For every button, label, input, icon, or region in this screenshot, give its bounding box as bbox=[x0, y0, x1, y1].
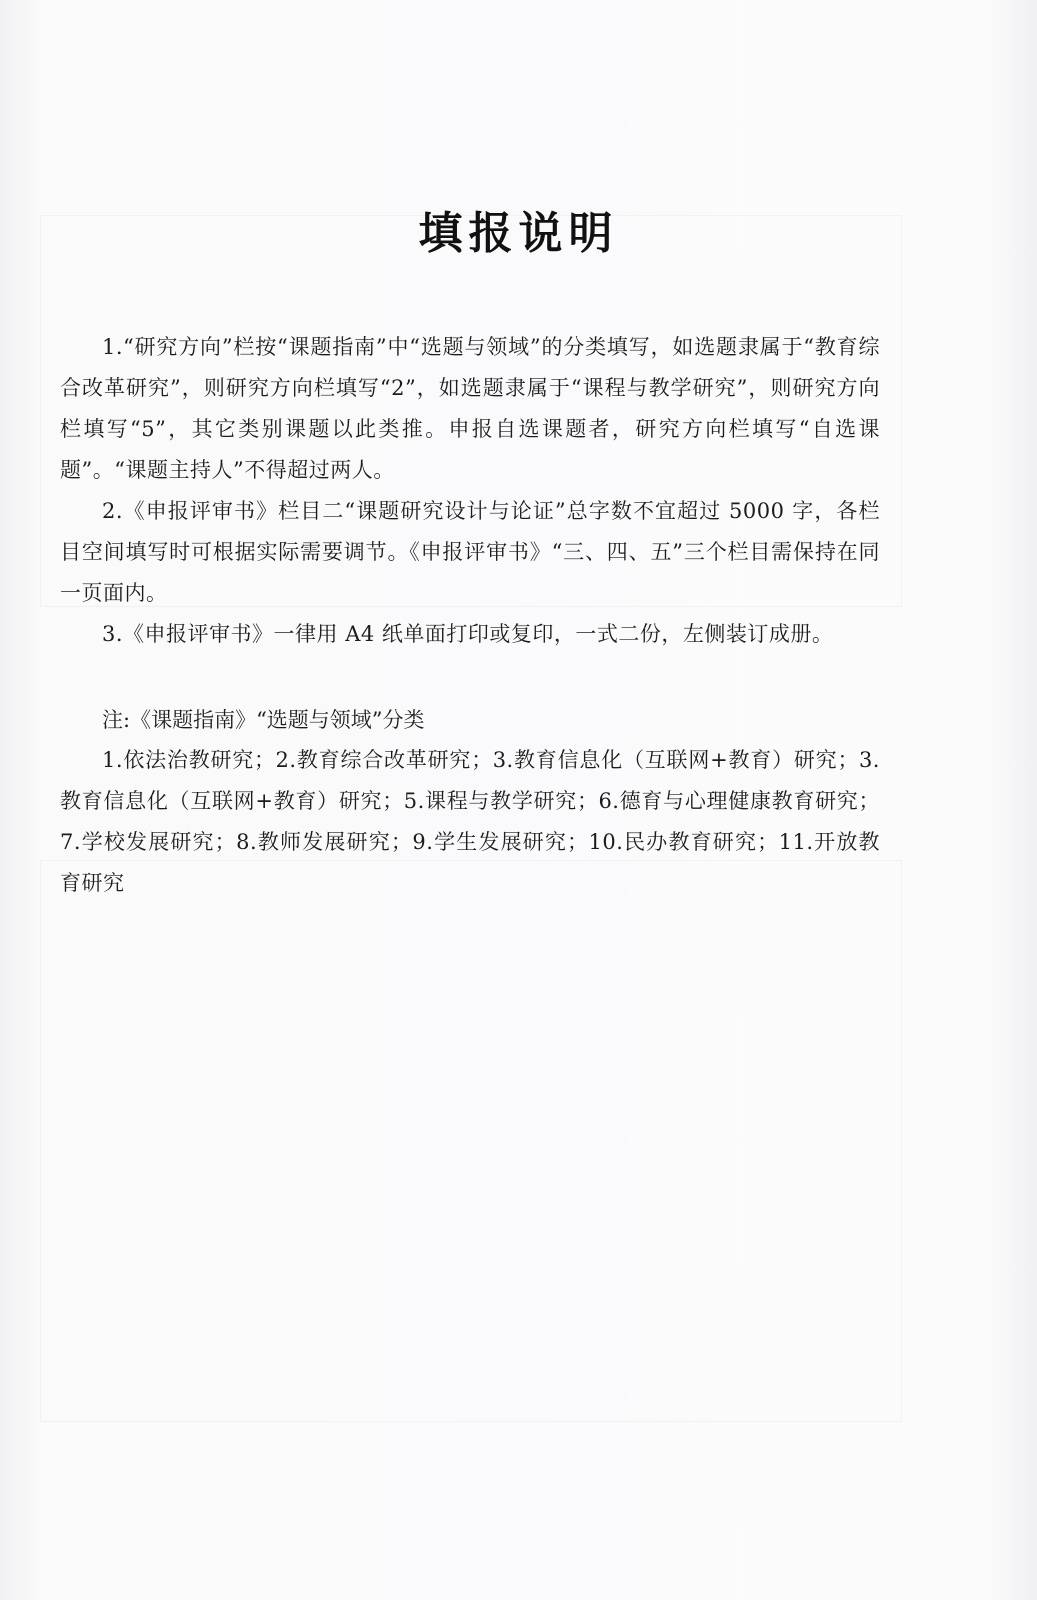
categories-section bbox=[60, 740, 880, 904]
bleed-through-table-lower bbox=[40, 860, 902, 1422]
note-heading: 注:《课题指南》“选题与领域”分类 bbox=[102, 708, 425, 732]
page-title: 填报说明 bbox=[418, 208, 619, 260]
instruction-item: 3.《申报评审书》一律用 A4 纸单面打印或复印，一式二份，左侧装订成册。 bbox=[102, 622, 834, 646]
instructions-section bbox=[60, 327, 880, 655]
instruction-item: 1.“研究方向”栏按“课题指南”中“选题与领域”的分类填写，如选题隶属于“教育综合改革研究”，则研究方向栏填写“2”，如选题隶属于“课程与教学研究”，则研究方向栏填写“5”，其它类别课题以此类推。申报自选课题者，研究方向栏填写“自选课题”。“课题主持人”不得超过两人。 bbox=[60, 335, 880, 482]
instruction-item: 2.《申报评审书》栏目二“课题研究设计与论证”总字数不宜超过 5000 字，各栏目空间填写时可根据实际需要调节。《申报评审书》“三、四、五”三个栏目需保持在同一页面内。 bbox=[60, 499, 880, 605]
category-list: 1.依法治教研究；2.教育综合改革研究；3.教育信息化（互联网+教育）研究；3.教育信息化（互联网+教育）研究；5.课程与教学研究；6.德育与心理健康教育研究；7.学校发展研究；8.教师发展研究；9.学生发展研究；10.民办教育研究；11.开放教育研究 bbox=[60, 748, 880, 895]
